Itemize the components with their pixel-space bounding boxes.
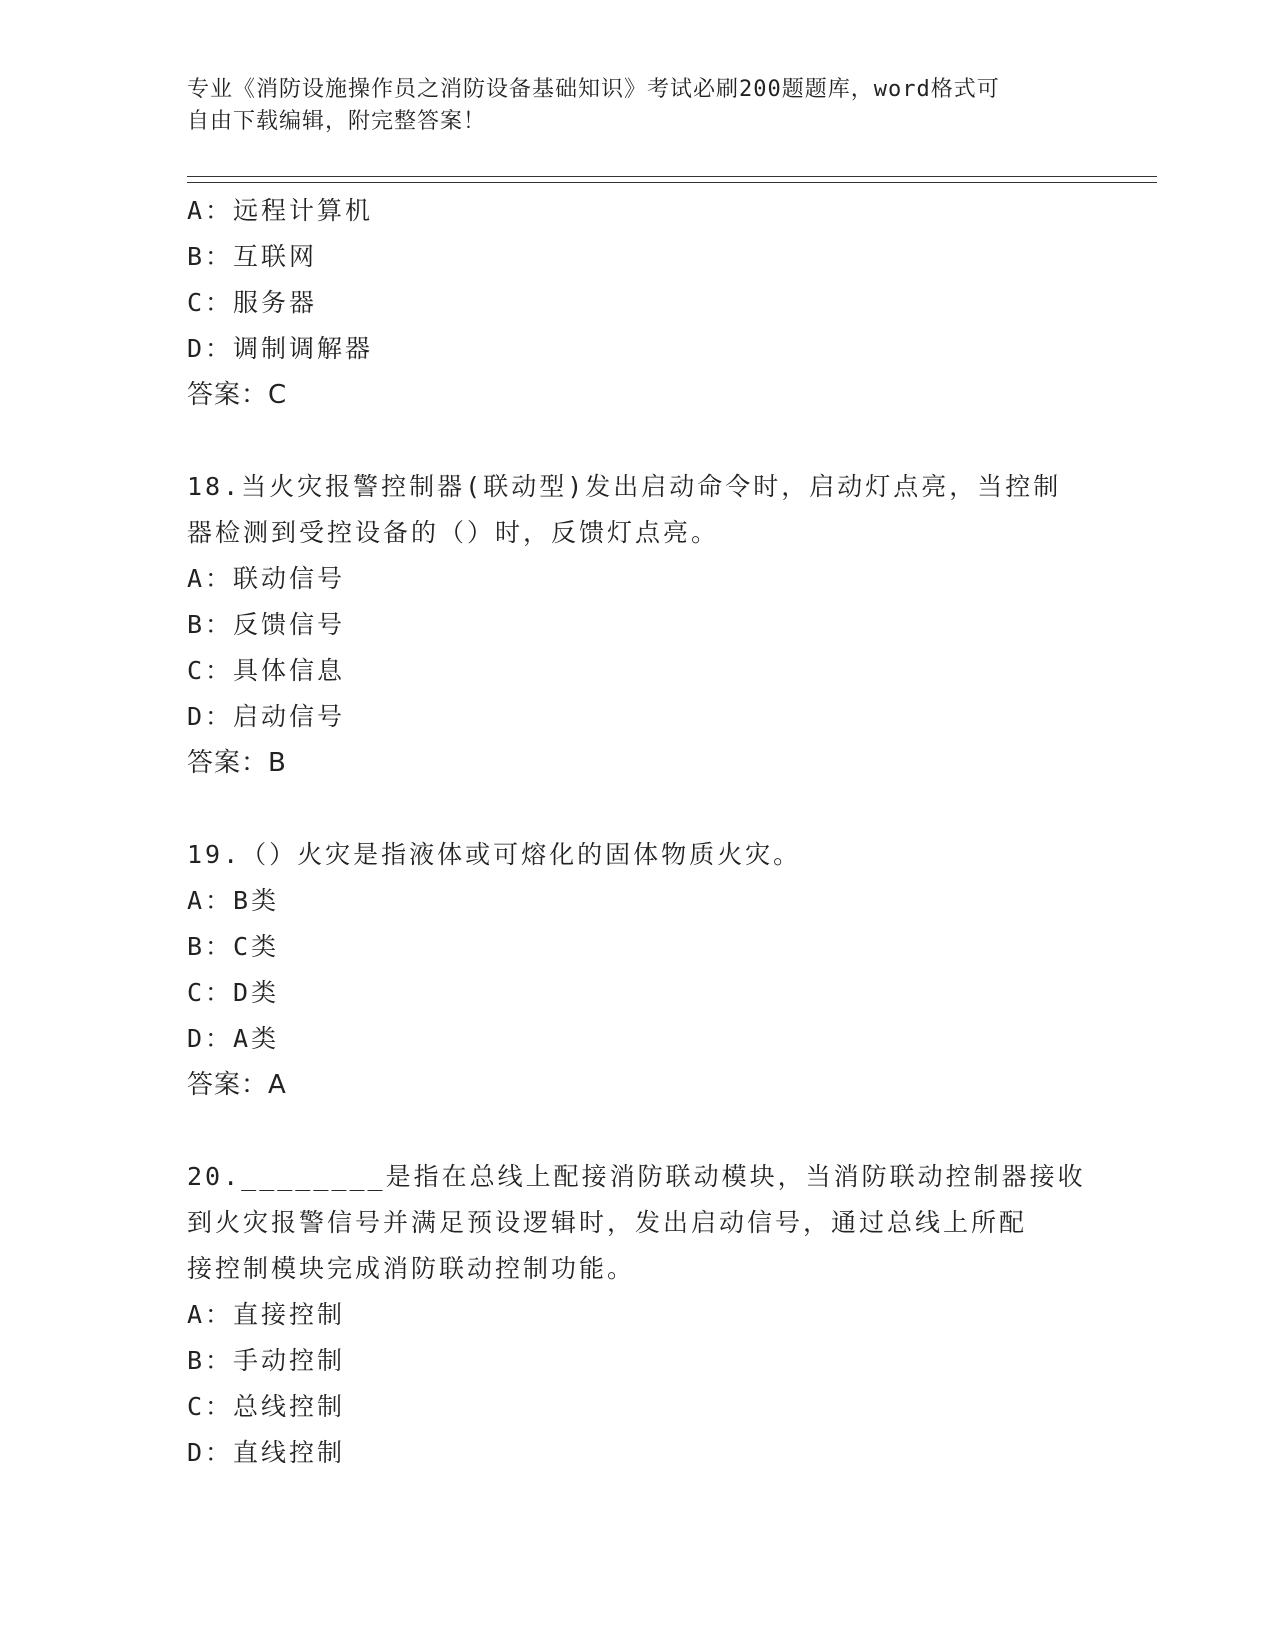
header-line-2: 自由下载编辑，附完整答案！ bbox=[187, 109, 487, 134]
answer-line: 答案：C bbox=[187, 380, 288, 410]
question-text-line-2: 器检测到受控设备的（）时，反馈灯点亮。 bbox=[187, 518, 720, 547]
document-header bbox=[187, 74, 1067, 138]
question-text-line-1: 20.________是指在总线上配接消防联动模块，当消防联动控制器接收 bbox=[187, 1162, 1086, 1191]
option-b: B：C类 bbox=[187, 932, 280, 961]
answer-line: 答案：B bbox=[187, 748, 287, 778]
answer-line: 答案：A bbox=[187, 1070, 287, 1100]
option-c: C：具体信息 bbox=[187, 656, 346, 685]
question-17 bbox=[187, 188, 1087, 418]
option-a: A：直接控制 bbox=[187, 1300, 346, 1329]
question-text-line-1: 18.当火灾报警控制器(联动型)发出启动命令时，启动灯点亮，当控制 bbox=[187, 472, 1062, 501]
question-text-line-1: 19.（）火灾是指液体或可熔化的固体物质火灾。 bbox=[187, 840, 802, 869]
option-c: C：总线控制 bbox=[187, 1392, 346, 1421]
question-18 bbox=[187, 464, 1087, 786]
option-d: D：直线控制 bbox=[187, 1438, 346, 1467]
header-divider-top bbox=[187, 176, 1157, 177]
option-c: C：D类 bbox=[187, 978, 280, 1007]
option-a: A：B类 bbox=[187, 886, 280, 915]
option-b: B：互联网 bbox=[187, 242, 318, 271]
option-b: B：手动控制 bbox=[187, 1346, 346, 1375]
question-19 bbox=[187, 832, 1087, 1108]
document-body bbox=[187, 188, 1087, 1476]
question-20 bbox=[187, 1154, 1087, 1476]
option-d: D：启动信号 bbox=[187, 702, 346, 731]
option-d: D：调制调解器 bbox=[187, 334, 374, 363]
option-a: A：远程计算机 bbox=[187, 196, 374, 225]
question-text-line-3: 接控制模块完成消防联动控制功能。 bbox=[187, 1254, 636, 1283]
option-d: D：A类 bbox=[187, 1024, 280, 1053]
question-text-line-2: 到火灾报警信号并满足预设逻辑时，发出启动信号，通过总线上所配 bbox=[187, 1208, 1028, 1237]
option-b: B：反馈信号 bbox=[187, 610, 346, 639]
header-line-1: 专业《消防设施操作员之消防设备基础知识》考试必刷200题题库，word格式可 bbox=[187, 77, 1000, 102]
header-divider-bottom bbox=[187, 182, 1157, 183]
option-a: A：联动信号 bbox=[187, 564, 346, 593]
option-c: C：服务器 bbox=[187, 288, 318, 317]
